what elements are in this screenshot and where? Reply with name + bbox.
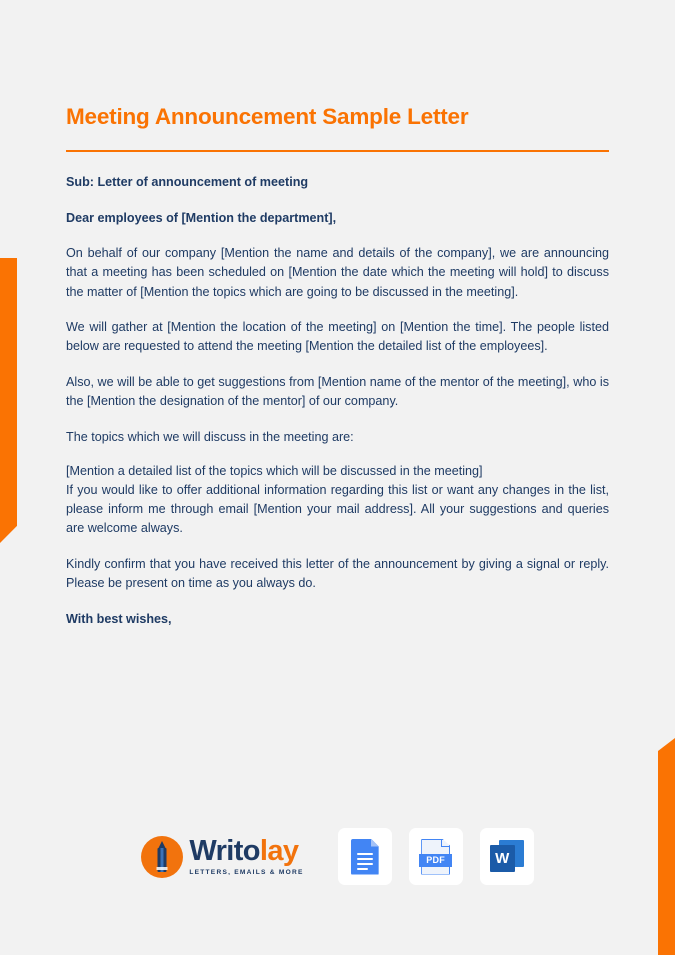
download-google-docs-button[interactable] [338, 828, 392, 885]
letter-subject: Sub: Letter of announcement of meeting [66, 175, 309, 189]
logo-word-part-2: lay [259, 835, 299, 867]
download-word-button[interactable] [480, 828, 534, 885]
letter-topics-placeholder: [Mention a detailed list of the topics which will be discussed in the meeting] [66, 463, 483, 478]
word-icon [490, 840, 524, 874]
logo-text [189, 837, 303, 876]
footer [0, 828, 675, 885]
letter-sheet [66, 0, 609, 955]
letter-paragraph-2: We will gather at [Mention the location of the meeting] on [Mention the time]. The people listed below are requested to attend the meeting [Mention the detailed list of the employees]. [66, 320, 609, 354]
word-icon-label: W [495, 849, 510, 867]
title-divider [66, 150, 609, 152]
pdf-icon-label: PDF [419, 854, 452, 867]
logo-wordmark [189, 837, 303, 866]
google-docs-icon [351, 839, 379, 875]
download-buttons [338, 828, 534, 885]
pdf-icon [421, 839, 450, 875]
pen-logo-icon [141, 836, 183, 878]
letter-topics-intro: The topics which we will discuss in the meeting are: [66, 429, 354, 444]
letter-signoff: With best wishes, [66, 611, 172, 626]
page-title: Meeting Announcement Sample Letter [66, 104, 469, 129]
letter-list-followup: If you would like to offer additional information regarding this list or want any changes in the list, please inform me through email [Mention your mail address]. All your suggestions and queries are welcome always. [66, 483, 609, 536]
letter-body [66, 173, 609, 629]
download-pdf-button[interactable] [409, 828, 463, 885]
logo-tagline: LETTERS, EMAILS & MORE [189, 869, 304, 876]
letter-paragraph-3: Also, we will be able to get suggestions from [Mention name of the mentor of the meeting], who is the [Mention the designation of the mentor] of our company. [66, 374, 609, 409]
logo-word-part-1: Writo [189, 835, 260, 867]
letter-paragraph-1: On behalf of our company [Mention the name and details of the company], we are announcing that a meeting has been scheduled on [Mention the date which the meeting will hold] to discuss the matter of [Mention the topics which are going to be discussed in the meeting]. [66, 246, 609, 299]
decorative-bar-left [0, 258, 17, 543]
letter-closing-request: Kindly confirm that you have received this letter of the announcement by giving a signal or reply. Please be present on time as you always do. [66, 556, 609, 591]
writolay-logo[interactable] [141, 836, 303, 878]
letter-salutation: Dear employees of [Mention the department], [66, 210, 337, 225]
